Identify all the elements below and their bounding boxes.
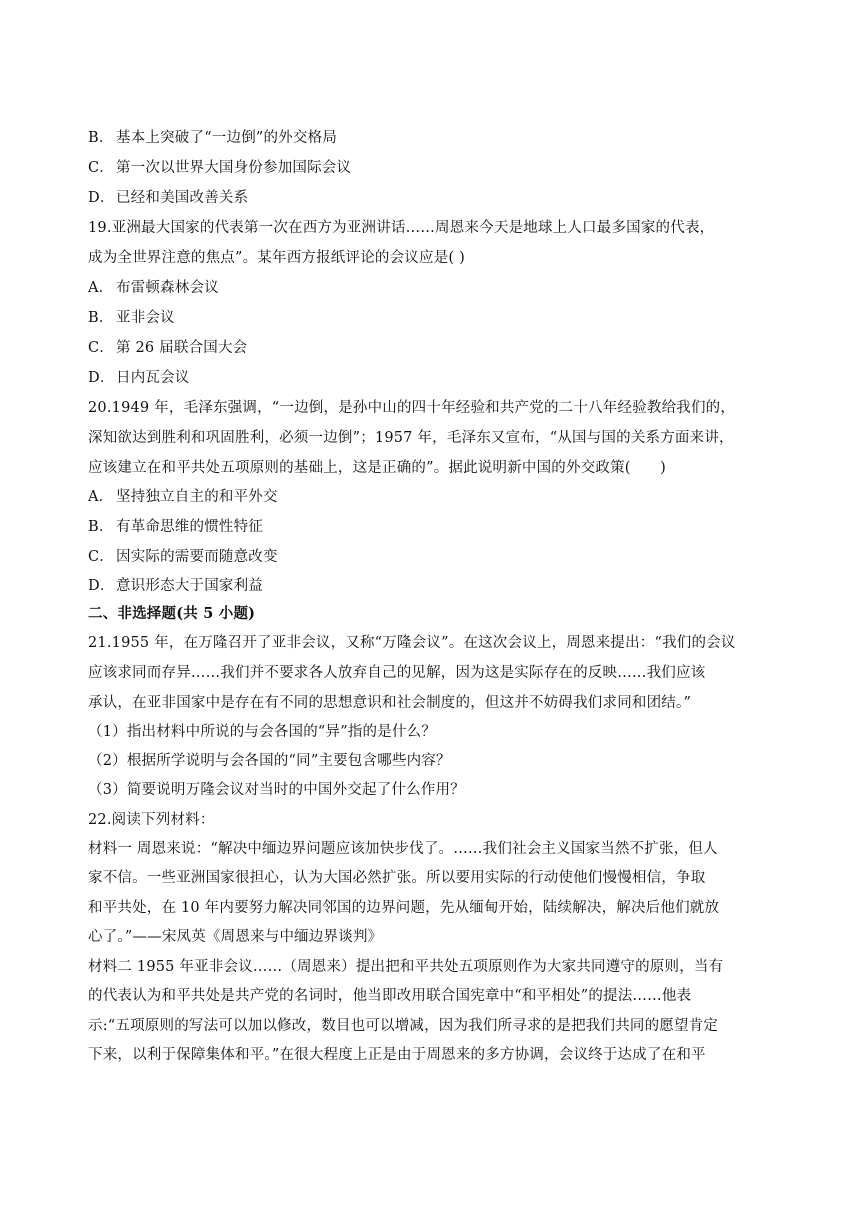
q19-option-a <box>88 278 778 298</box>
q22-material2-line3: 示:“五项原则的写法可以加以修改，数目也可以增减，因为我们所寻求的是把我们共同的愿望肯定 <box>88 1018 719 1034</box>
option-label: D． <box>88 190 115 206</box>
option-label: D． <box>88 578 115 594</box>
q21-sub-question-2: （2）根据所学说明与会各国的“同”主要包含哪些内容？ <box>88 753 451 769</box>
option-label: B． <box>88 519 114 535</box>
q22-intro: 22.阅读下列材料： <box>88 812 215 828</box>
q22-material2-line1: 材料二 1955 年亚非会议……（周恩来）提出把和平共处五项原则作为大家共同遵守的原则，当有 <box>88 959 724 975</box>
option-label: D． <box>88 370 115 386</box>
option-label: A． <box>88 280 114 296</box>
q20-stem-line3: 应该建立在和平共处五项原则的基础上，这是正确的”。据此说明新中国的外交政策( ) <box>88 460 666 476</box>
option-text: 有革命思维的惯性特征 <box>116 519 263 535</box>
option-text: 第一次以世界大国身份参加国际会议 <box>116 160 352 176</box>
option-text: 亚非会议 <box>116 310 175 326</box>
q19-stem-line1: 19.亚洲最大国家的代表第一次在西方为亚洲讲话……周恩来今天是地球上人口最多国家的代表， <box>88 220 715 236</box>
q21-sub-question-1: （1）指出材料中所说的与会各国的“异”指的是什么？ <box>88 724 437 740</box>
q20-option-c <box>88 547 778 567</box>
option-text: 因实际的需要而随意改变 <box>116 549 278 565</box>
q20-stem-line2: 深知欲达到胜利和巩固胜利，必须一边倒”；1957 年，毛泽东又宣布，“从国与国的关系方面来讲， <box>88 430 734 446</box>
q22-material2-line4: 下来，以利于保障集体和平。”在很大程度上正是由于周恩来的多方协调，会议终于达成了在和平 <box>88 1047 706 1063</box>
q22-material1-line4: 心了。”——宋凤英《周恩来与中缅边界谈判》 <box>88 929 383 945</box>
option-text: 意识形态大于国家利益 <box>116 578 263 594</box>
q21-line2: 应该求同而存异……我们并不要求各人放弃自己的见解，因为这是实际存在的反映……我们应该 <box>88 665 706 681</box>
q22-material1-line1: 材料一 周恩来说：“解决中缅边界问题应该加快步伐了。……我们社会主义国家当然不扩张，但人 <box>88 841 718 857</box>
q19-stem-line2: 成为全世界注意的焦点”。某年西方报纸评论的会议应是( ) <box>88 250 465 266</box>
option-label: B． <box>88 130 114 146</box>
option-text: 已经和美国改善关系 <box>116 190 249 206</box>
q21-sub-question-3: （3）简要说明万隆会议对当时的中国外交起了什么作用？ <box>88 782 465 798</box>
q18-option-b <box>88 128 778 148</box>
q19-option-b <box>88 308 778 328</box>
option-text: 日内瓦会议 <box>116 370 190 386</box>
option-label: A． <box>88 489 114 505</box>
q18-option-c <box>88 158 778 178</box>
option-text: 布雷顿森林会议 <box>116 280 219 296</box>
q20-stem-line1: 20.1949 年，毛泽东强调，“一边倒，是孙中山的四十年经验和共产党的二十八年经验教给我们的， <box>88 400 736 416</box>
q20-option-b <box>88 517 778 537</box>
q18-option-d <box>88 188 778 208</box>
q21-line3: 承认，在亚非国家中是存在有不同的思想意识和社会制度的，但这并不妨碍我们求同和团结。” <box>88 695 692 711</box>
option-text: 坚持独立自主的和平外交 <box>116 489 278 505</box>
option-label: C． <box>88 340 114 356</box>
q22-material1-line3: 和平共处，在 10 年内要努力解决同邻国的边界问题，先从缅甸开始，陆续解决，解决后他们就放 <box>88 900 720 916</box>
q19-option-c <box>88 338 778 358</box>
q22-material1-line2: 家不信。一些亚洲国家很担心，认为大国必然扩张。所以要用实际的行动使他们慢慢相信，争取 <box>88 870 706 886</box>
option-label: C． <box>88 160 114 176</box>
q20-option-d <box>88 576 778 596</box>
option-text: 基本上突破了“一边倒”的外交格局 <box>116 130 338 146</box>
q20-option-a <box>88 487 778 507</box>
section-title: 二、非选择题(共 5 小题) <box>88 605 256 622</box>
option-label: B． <box>88 310 114 326</box>
q21-line1: 21.1955 年，在万隆召开了亚非会议，又称“万隆会议”。在这次会议上，周恩来提出：“我们的会议 <box>88 635 736 651</box>
q19-option-d <box>88 368 778 388</box>
option-text: 第 26 届联合国大会 <box>116 340 248 356</box>
q22-material2-line2: 的代表认为和平共处是共产党的名词时，他当即改用联合国宪章中“和平相处”的提法……他表 <box>88 988 692 1004</box>
option-label: C． <box>88 549 114 565</box>
